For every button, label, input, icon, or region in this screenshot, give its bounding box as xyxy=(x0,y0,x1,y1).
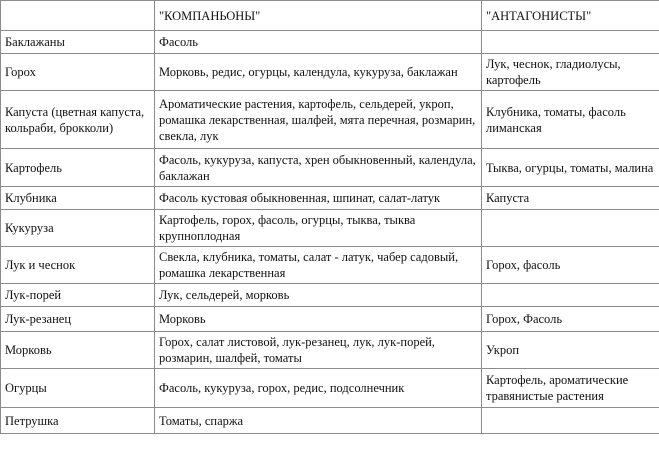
table-row xyxy=(1,54,659,91)
header-antagonists: "АНТАГОНИСТЫ" xyxy=(482,1,659,31)
header-plant xyxy=(1,1,155,31)
antagonists-cell: Клубника, томаты, фасоль лиманская xyxy=(482,91,659,149)
antagonists-cell: Тыква, огурцы, томаты, малина xyxy=(482,149,659,187)
antagonists-cell: Горох, фасоль xyxy=(482,247,659,284)
table-row xyxy=(1,91,659,149)
companions-cell: Морковь xyxy=(155,307,482,332)
header-row xyxy=(1,1,659,31)
companions-cell: Свекла, клубника, томаты, салат - латук, чабер садовый, ромашка лекарственная xyxy=(155,247,482,284)
plant-cell: Огурцы xyxy=(1,369,155,408)
antagonists-cell: Горох, Фасоль xyxy=(482,307,659,332)
table-row xyxy=(1,369,659,408)
antagonists-cell: Лук, чеснок, гладиолусы, картофель xyxy=(482,54,659,91)
companions-cell: Фасоль, кукуруза, горох, редис, подсолнечник xyxy=(155,369,482,408)
companions-cell: Лук, сельдерей, морковь xyxy=(155,284,482,307)
antagonists-cell: Капуста xyxy=(482,187,659,210)
antagonists-cell xyxy=(482,31,659,54)
table-body xyxy=(1,1,659,434)
table-row xyxy=(1,247,659,284)
antagonists-cell xyxy=(482,210,659,247)
plant-cell: Горох xyxy=(1,54,155,91)
plant-cell: Петрушка xyxy=(1,408,155,434)
plant-cell: Капуста (цветная капуста, кольраби, брокколи) xyxy=(1,91,155,149)
antagonists-cell xyxy=(482,284,659,307)
companions-cell: Морковь, редис, огурцы, календула, кукуруза, баклажан xyxy=(155,54,482,91)
antagonists-cell: Укроп xyxy=(482,332,659,369)
header-companions: "КОМПАНЬОНЫ" xyxy=(155,1,482,31)
companions-cell: Фасоль кустовая обыкновенная, шпинат, салат-латук xyxy=(155,187,482,210)
table-row xyxy=(1,408,659,434)
plant-cell: Морковь xyxy=(1,332,155,369)
antagonists-cell xyxy=(482,408,659,434)
plant-cell: Лук и чеснок xyxy=(1,247,155,284)
companions-cell: Фасоль, кукуруза, капуста, хрен обыкновенный, календула, баклажан xyxy=(155,149,482,187)
table-row xyxy=(1,31,659,54)
table-row xyxy=(1,149,659,187)
plant-cell: Клубника xyxy=(1,187,155,210)
antagonists-cell: Картофель, ароматические травянистые растения xyxy=(482,369,659,408)
companions-cell: Горох, салат листовой, лук-резанец, лук, лук-порей, розмарин, шалфей, томаты xyxy=(155,332,482,369)
table-row xyxy=(1,210,659,247)
plant-cell: Картофель xyxy=(1,149,155,187)
plant-cell: Лук-резанец xyxy=(1,307,155,332)
companions-cell: Фасоль xyxy=(155,31,482,54)
table-row xyxy=(1,187,659,210)
companions-cell: Томаты, спаржа xyxy=(155,408,482,434)
table-row xyxy=(1,284,659,307)
table-row xyxy=(1,307,659,332)
plant-cell: Баклажаны xyxy=(1,31,155,54)
table-row xyxy=(1,332,659,369)
companions-cell: Ароматические растения, картофель, сельдерей, укроп, ромашка лекарственная, шалфей, мята перечная, розмарин, свекла, лук xyxy=(155,91,482,149)
plant-cell: Лук-порей xyxy=(1,284,155,307)
companions-cell: Картофель, горох, фасоль, огурцы, тыква, тыква крупноплодная xyxy=(155,210,482,247)
plant-cell: Кукуруза xyxy=(1,210,155,247)
